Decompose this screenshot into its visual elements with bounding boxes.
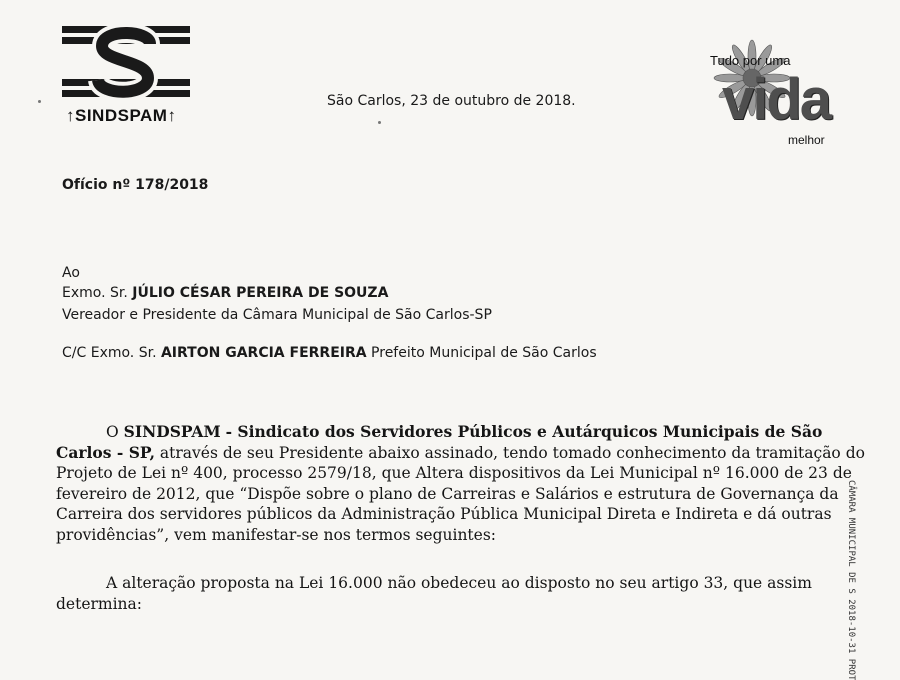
document-reference: Ofício nº 178/2018 — [62, 177, 209, 193]
paragraph-1-line-4: fevereiro de 2012, que “Dispõe sobre o plano de Carreiras e Salários e estrutura de Governança da — [56, 484, 839, 503]
campaign-logo-bottom-text: melhor — [788, 133, 825, 147]
paragraph-2-line-2: determina: — [56, 594, 143, 613]
org-full-name: Sindicato dos Servidores Públicos e Autárquicos Municipais de São — [237, 422, 823, 441]
protocol-stamp — [820, 480, 860, 680]
addressee-name: JÚLIO CÉSAR PEREIRA DE SOUZA — [132, 285, 389, 301]
addressee-to-label: Ao — [62, 265, 80, 281]
cc-role: Prefeito Municipal de São Carlos — [371, 345, 597, 361]
paragraph-2 — [56, 573, 836, 614]
scan-speck — [378, 121, 381, 124]
paragraph-1 — [56, 422, 865, 545]
scan-speck — [38, 100, 41, 103]
addressee-role: Vereador e Presidente da Câmara Municipal de São Carlos-SP — [62, 307, 492, 323]
campaign-logo-top-text: Tudo por uma — [710, 53, 791, 68]
paragraph-2-line-1: A alteração proposta na Lei 16.000 não obedeceu ao disposto no seu artigo 33, que assim — [106, 574, 812, 592]
sindspam-logo-text: ↑SINDSPAM↑ — [66, 106, 177, 125]
cc-line — [62, 345, 597, 361]
paragraph-1-line-6: providências”, vem manifestar-se nos termos seguintes: — [56, 525, 497, 544]
place-date: São Carlos, 23 de outubro de 2018. — [327, 93, 576, 109]
sindspam-logo-icon — [62, 22, 190, 104]
org-full-name-cont: Carlos - SP, — [56, 442, 155, 462]
cc-prefix: C/C Exmo. Sr. — [62, 345, 157, 361]
paragraph-1-line-1: O SINDSPAM - Sindicato dos Servidores Públicos e Autárquicos Municipais de São — [106, 422, 823, 441]
campaign-logo-word: vida — [722, 67, 831, 132]
addressee-line — [62, 285, 388, 301]
org-short-name: SINDSPAM — [123, 422, 221, 441]
paragraph-1-line-5: Carreira dos servidores públicos da Administração Pública Municipal Direta e Indireta e dá outras — [56, 505, 832, 523]
addressee-prefix: Exmo. Sr. — [62, 285, 128, 301]
protocol-stamp-text: CÂMARA MUNICIPAL DE S 2018-10-31 PROT — [846, 480, 856, 680]
paragraph-1-line-2: Carlos - SP, através de seu Presidente abaixo assinado, tendo tomado conhecimento da tramitação do — [56, 442, 865, 462]
paragraph-1-line-3: Projeto de Lei nº 400, processo 2579/18, que Altera dispositivos da Lei Municipal nº 16.000 de 23 de — [56, 464, 852, 482]
cc-name: AIRTON GARCIA FERREIRA — [160, 345, 367, 361]
